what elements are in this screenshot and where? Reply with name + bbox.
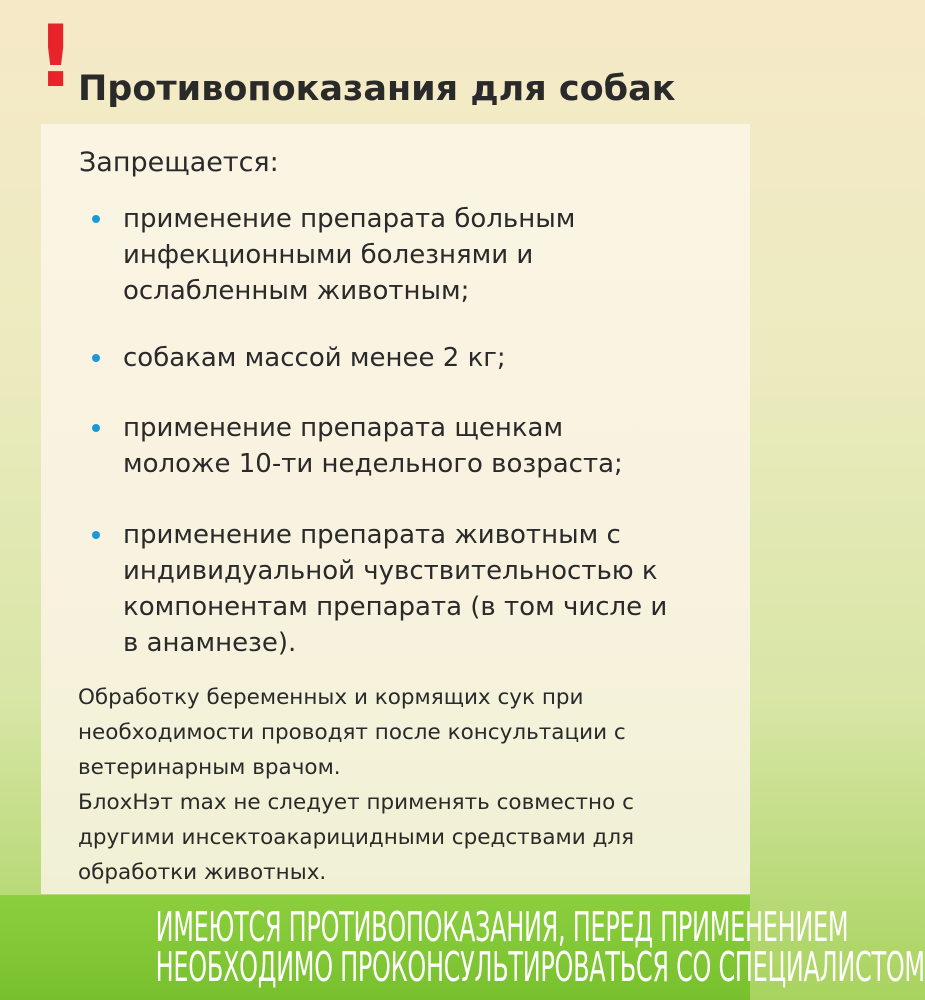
list-item-line: применение препарата больным	[123, 204, 576, 234]
bullet-icon	[92, 531, 100, 539]
list-item-line: ослабленным животным;	[123, 276, 470, 306]
list-item-line: применение препарата щенкам	[123, 413, 564, 443]
list-item-line: инфекционными болезнями и	[123, 240, 534, 270]
list-item-line: применение препарата животным с	[123, 520, 621, 550]
list-item	[123, 410, 733, 482]
bullet-icon	[92, 215, 100, 223]
list-item-line: индивидуальной чувствительностью к	[123, 556, 658, 586]
list-item-line: компонентам препарата (в том числе и	[123, 592, 668, 622]
list-item	[123, 340, 733, 376]
page-title: Противопоказания для собак	[78, 69, 676, 109]
list-item-line: моложе 10-ти недельного возраста;	[123, 449, 623, 479]
list-item	[123, 201, 733, 309]
list-item	[123, 517, 733, 661]
exclamation-icon: !	[36, 7, 76, 107]
closing-line: необходимости проводят после консультации с	[78, 720, 626, 745]
warning-line: ИМЕЮТСЯ ПРОТИВОПОКАЗАНИЯ, ПЕРЕД ПРИМЕНЕНИЕМ	[155, 903, 849, 951]
bullet-icon	[92, 354, 100, 362]
warning-line: НЕОБХОДИМО ПРОКОНСУЛЬТИРОВАТЬСЯ СО СПЕЦИАЛИСТОМ	[155, 943, 925, 991]
closing-line: ветеринарным врачом.	[78, 755, 341, 780]
closing-line: обработки животных.	[78, 860, 327, 885]
warning-banner	[0, 895, 925, 1000]
list-item-line: собакам массой менее 2 кг;	[123, 343, 506, 373]
closing-paragraph	[78, 680, 738, 890]
bullet-icon	[92, 424, 100, 432]
lead-text: Запрещается:	[79, 147, 279, 178]
closing-line: Обработку беременных и кормящих сук при	[78, 685, 584, 710]
list-item-line: в анамнезе).	[123, 628, 297, 658]
closing-line: БлохНэт max не следует применять совместно с	[78, 790, 634, 815]
content-panel	[41, 124, 750, 894]
closing-line: другими инсектоакарицидными средствами для	[78, 825, 635, 850]
